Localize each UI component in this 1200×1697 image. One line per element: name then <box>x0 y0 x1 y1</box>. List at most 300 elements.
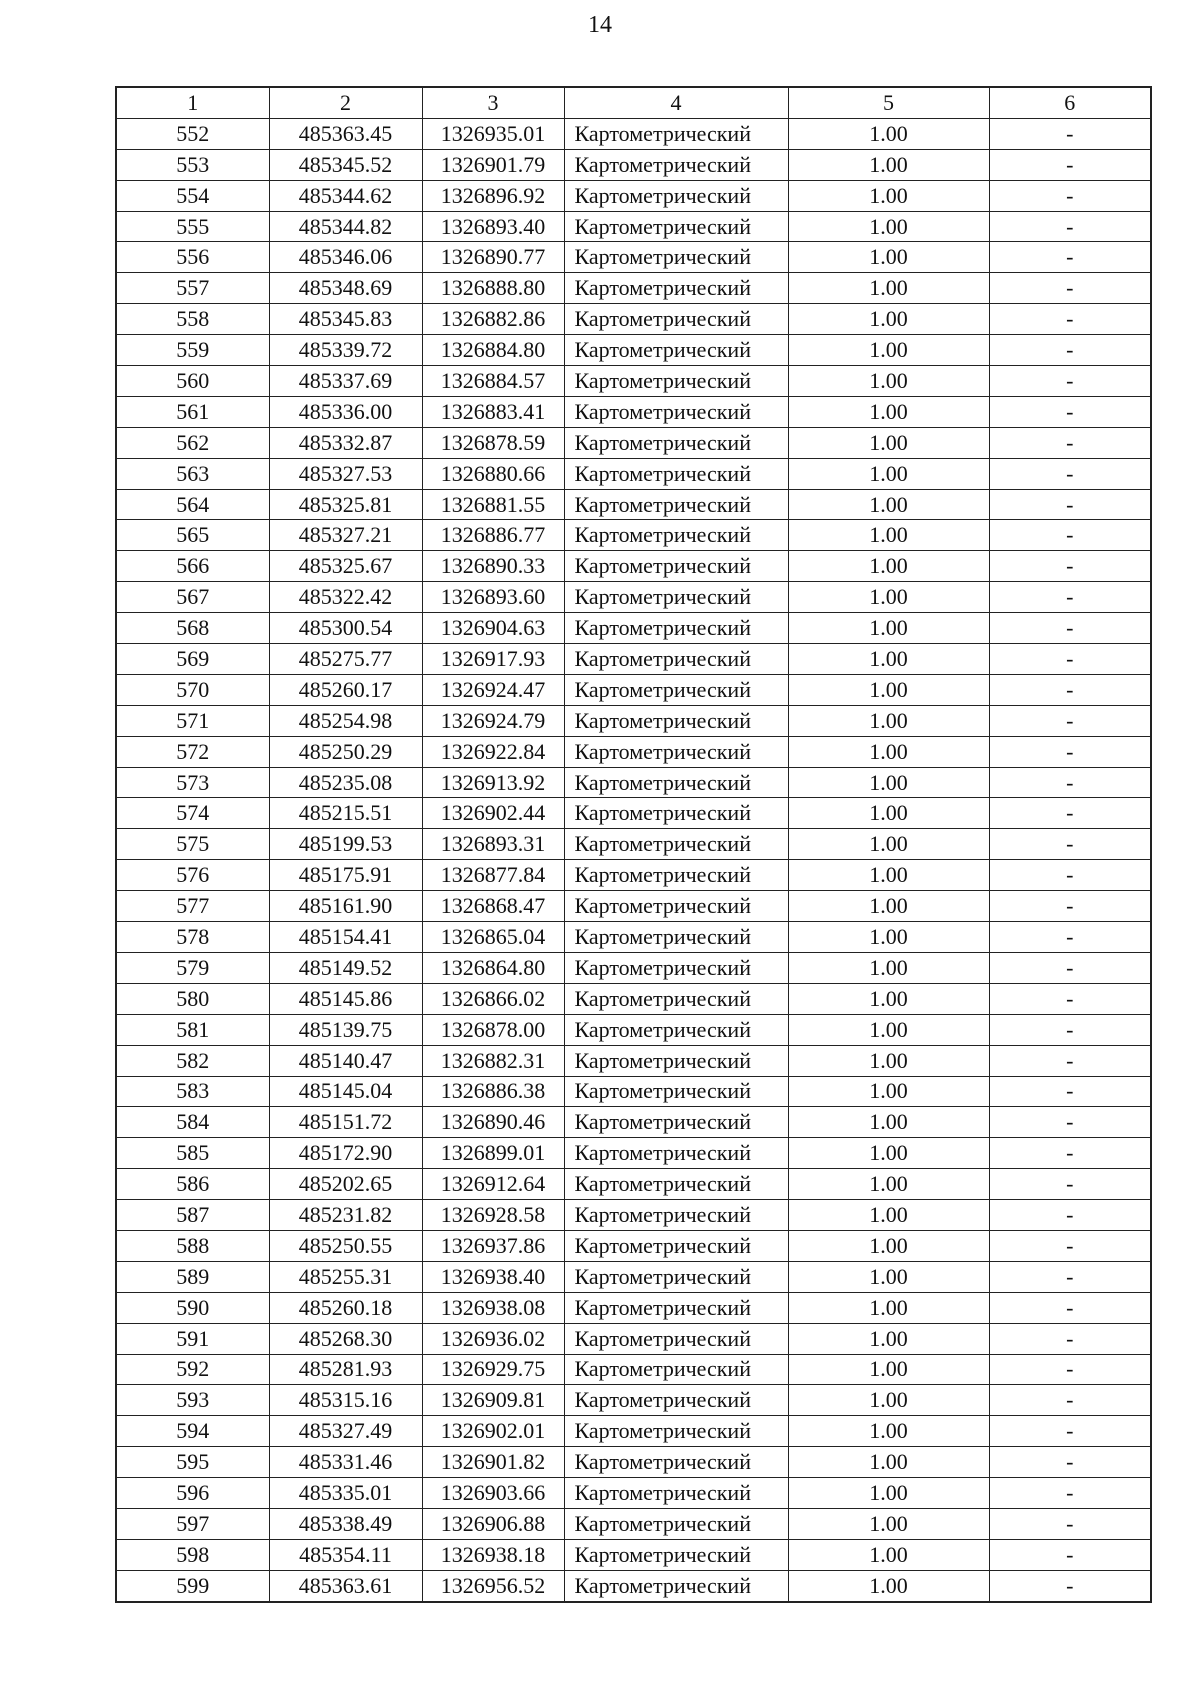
description-cell: - <box>989 1076 1151 1107</box>
x-coordinate-cell: 485268.30 <box>269 1323 422 1354</box>
method-cell: Картометрический <box>564 118 788 149</box>
method-cell: Картометрический <box>564 211 788 242</box>
description-cell: - <box>989 149 1151 180</box>
description-cell: - <box>989 335 1151 366</box>
table-row <box>116 1292 1151 1323</box>
point-number-cell: 559 <box>116 335 269 366</box>
x-coordinate-cell: 485145.86 <box>269 983 422 1014</box>
point-number-cell: 573 <box>116 767 269 798</box>
y-coordinate-cell: 1326866.02 <box>422 983 564 1014</box>
table-body <box>116 118 1151 1601</box>
accuracy-cell: 1.00 <box>788 1014 989 1045</box>
x-coordinate-cell: 485325.81 <box>269 489 422 520</box>
x-coordinate-cell: 485151.72 <box>269 1107 422 1138</box>
x-coordinate-cell: 485325.67 <box>269 551 422 582</box>
point-number-cell: 587 <box>116 1200 269 1231</box>
table-row <box>116 1230 1151 1261</box>
y-coordinate-cell: 1326878.00 <box>422 1014 564 1045</box>
method-cell: Картометрический <box>564 736 788 767</box>
point-number-cell: 576 <box>116 860 269 891</box>
table-row <box>116 1354 1151 1385</box>
x-coordinate-cell: 485275.77 <box>269 644 422 675</box>
method-cell: Картометрический <box>564 335 788 366</box>
accuracy-cell: 1.00 <box>788 1354 989 1385</box>
description-cell: - <box>989 427 1151 458</box>
point-number-cell: 557 <box>116 273 269 304</box>
accuracy-cell: 1.00 <box>788 891 989 922</box>
x-coordinate-cell: 485335.01 <box>269 1478 422 1509</box>
accuracy-cell: 1.00 <box>788 767 989 798</box>
accuracy-cell: 1.00 <box>788 829 989 860</box>
table-row <box>116 1539 1151 1570</box>
method-cell: Картометрический <box>564 1200 788 1231</box>
table-row <box>116 674 1151 705</box>
point-number-cell: 558 <box>116 304 269 335</box>
table-row <box>116 489 1151 520</box>
y-coordinate-cell: 1326922.84 <box>422 736 564 767</box>
x-coordinate-cell: 485260.17 <box>269 674 422 705</box>
accuracy-cell: 1.00 <box>788 551 989 582</box>
x-coordinate-cell: 485255.31 <box>269 1261 422 1292</box>
y-coordinate-cell: 1326888.80 <box>422 273 564 304</box>
method-cell: Картометрический <box>564 983 788 1014</box>
accuracy-cell: 1.00 <box>788 1323 989 1354</box>
point-number-cell: 566 <box>116 551 269 582</box>
point-number-cell: 585 <box>116 1138 269 1169</box>
description-cell: - <box>989 644 1151 675</box>
y-coordinate-cell: 1326865.04 <box>422 922 564 953</box>
description-cell: - <box>989 1045 1151 1076</box>
table-row <box>116 211 1151 242</box>
table-row <box>116 952 1151 983</box>
point-number-cell: 595 <box>116 1447 269 1478</box>
accuracy-cell: 1.00 <box>788 736 989 767</box>
table-row <box>116 736 1151 767</box>
description-cell: - <box>989 952 1151 983</box>
table-row <box>116 1169 1151 1200</box>
y-coordinate-cell: 1326878.59 <box>422 427 564 458</box>
description-cell: - <box>989 489 1151 520</box>
method-cell: Картометрический <box>564 1570 788 1601</box>
x-coordinate-cell: 485202.65 <box>269 1169 422 1200</box>
description-cell: - <box>989 798 1151 829</box>
accuracy-cell: 1.00 <box>788 983 989 1014</box>
y-coordinate-cell: 1326928.58 <box>422 1200 564 1231</box>
accuracy-cell: 1.00 <box>788 1385 989 1416</box>
y-coordinate-cell: 1326902.01 <box>422 1416 564 1447</box>
accuracy-cell: 1.00 <box>788 118 989 149</box>
point-number-cell: 598 <box>116 1539 269 1570</box>
table-row <box>116 798 1151 829</box>
point-number-cell: 563 <box>116 458 269 489</box>
point-number-cell: 560 <box>116 366 269 397</box>
y-coordinate-cell: 1326929.75 <box>422 1354 564 1385</box>
accuracy-cell: 1.00 <box>788 1508 989 1539</box>
y-coordinate-cell: 1326883.41 <box>422 396 564 427</box>
y-coordinate-cell: 1326893.60 <box>422 582 564 613</box>
method-cell: Картометрический <box>564 613 788 644</box>
point-number-cell: 562 <box>116 427 269 458</box>
table-row <box>116 983 1151 1014</box>
description-cell: - <box>989 705 1151 736</box>
table-row <box>116 1107 1151 1138</box>
x-coordinate-cell: 485260.18 <box>269 1292 422 1323</box>
y-coordinate-cell: 1326896.92 <box>422 180 564 211</box>
point-number-cell: 581 <box>116 1014 269 1045</box>
x-coordinate-cell: 485345.83 <box>269 304 422 335</box>
accuracy-cell: 1.00 <box>788 1045 989 1076</box>
point-number-cell: 569 <box>116 644 269 675</box>
description-cell: - <box>989 366 1151 397</box>
method-cell: Картометрический <box>564 1230 788 1261</box>
y-coordinate-cell: 1326906.88 <box>422 1508 564 1539</box>
table-row <box>116 1508 1151 1539</box>
column-header: 2 <box>269 87 422 118</box>
y-coordinate-cell: 1326864.80 <box>422 952 564 983</box>
point-number-cell: 574 <box>116 798 269 829</box>
x-coordinate-cell: 485235.08 <box>269 767 422 798</box>
table-row <box>116 582 1151 613</box>
point-number-cell: 555 <box>116 211 269 242</box>
x-coordinate-cell: 485250.55 <box>269 1230 422 1261</box>
accuracy-cell: 1.00 <box>788 1200 989 1231</box>
description-cell: - <box>989 1354 1151 1385</box>
accuracy-cell: 1.00 <box>788 1539 989 1570</box>
y-coordinate-cell: 1326938.40 <box>422 1261 564 1292</box>
table-row <box>116 149 1151 180</box>
method-cell: Картометрический <box>564 1014 788 1045</box>
page-number: 14 <box>588 12 612 38</box>
y-coordinate-cell: 1326956.52 <box>422 1570 564 1601</box>
point-number-cell: 591 <box>116 1323 269 1354</box>
accuracy-cell: 1.00 <box>788 613 989 644</box>
accuracy-cell: 1.00 <box>788 1261 989 1292</box>
method-cell: Картометрический <box>564 520 788 551</box>
method-cell: Картометрический <box>564 705 788 736</box>
description-cell: - <box>989 1014 1151 1045</box>
y-coordinate-cell: 1326938.18 <box>422 1539 564 1570</box>
x-coordinate-cell: 485346.06 <box>269 242 422 273</box>
method-cell: Картометрический <box>564 891 788 922</box>
description-cell: - <box>989 551 1151 582</box>
column-header: 6 <box>989 87 1151 118</box>
method-cell: Картометрический <box>564 922 788 953</box>
description-cell: - <box>989 118 1151 149</box>
accuracy-cell: 1.00 <box>788 1230 989 1261</box>
method-cell: Картометрический <box>564 1539 788 1570</box>
y-coordinate-cell: 1326924.47 <box>422 674 564 705</box>
method-cell: Картометрический <box>564 1138 788 1169</box>
method-cell: Картометрический <box>564 242 788 273</box>
accuracy-cell: 1.00 <box>788 273 989 304</box>
description-cell: - <box>989 767 1151 798</box>
table-row <box>116 458 1151 489</box>
table-row <box>116 891 1151 922</box>
y-coordinate-cell: 1326882.31 <box>422 1045 564 1076</box>
accuracy-cell: 1.00 <box>788 458 989 489</box>
method-cell: Картометрический <box>564 1261 788 1292</box>
point-number-cell: 597 <box>116 1508 269 1539</box>
table-row <box>116 427 1151 458</box>
point-number-cell: 584 <box>116 1107 269 1138</box>
y-coordinate-cell: 1326890.33 <box>422 551 564 582</box>
accuracy-cell: 1.00 <box>788 1107 989 1138</box>
accuracy-cell: 1.00 <box>788 180 989 211</box>
x-coordinate-cell: 485338.49 <box>269 1508 422 1539</box>
accuracy-cell: 1.00 <box>788 1292 989 1323</box>
description-cell: - <box>989 1539 1151 1570</box>
point-number-cell: 572 <box>116 736 269 767</box>
accuracy-cell: 1.00 <box>788 396 989 427</box>
accuracy-cell: 1.00 <box>788 242 989 273</box>
column-header: 3 <box>422 87 564 118</box>
x-coordinate-cell: 485199.53 <box>269 829 422 860</box>
x-coordinate-cell: 485332.87 <box>269 427 422 458</box>
description-cell: - <box>989 983 1151 1014</box>
description-cell: - <box>989 860 1151 891</box>
y-coordinate-cell: 1326924.79 <box>422 705 564 736</box>
point-number-cell: 580 <box>116 983 269 1014</box>
description-cell: - <box>989 613 1151 644</box>
description-cell: - <box>989 520 1151 551</box>
point-number-cell: 556 <box>116 242 269 273</box>
point-number-cell: 579 <box>116 952 269 983</box>
accuracy-cell: 1.00 <box>788 489 989 520</box>
x-coordinate-cell: 485139.75 <box>269 1014 422 1045</box>
description-cell: - <box>989 1385 1151 1416</box>
accuracy-cell: 1.00 <box>788 1169 989 1200</box>
accuracy-cell: 1.00 <box>788 798 989 829</box>
description-cell: - <box>989 674 1151 705</box>
accuracy-cell: 1.00 <box>788 582 989 613</box>
y-coordinate-cell: 1326901.82 <box>422 1447 564 1478</box>
method-cell: Картометрический <box>564 1385 788 1416</box>
y-coordinate-cell: 1326913.92 <box>422 767 564 798</box>
y-coordinate-cell: 1326935.01 <box>422 118 564 149</box>
x-coordinate-cell: 485145.04 <box>269 1076 422 1107</box>
point-number-cell: 583 <box>116 1076 269 1107</box>
x-coordinate-cell: 485315.16 <box>269 1385 422 1416</box>
x-coordinate-cell: 485327.53 <box>269 458 422 489</box>
method-cell: Картометрический <box>564 1447 788 1478</box>
method-cell: Картометрический <box>564 149 788 180</box>
column-header: 5 <box>788 87 989 118</box>
point-number-cell: 575 <box>116 829 269 860</box>
point-number-cell: 586 <box>116 1169 269 1200</box>
description-cell: - <box>989 211 1151 242</box>
description-cell: - <box>989 1200 1151 1231</box>
x-coordinate-cell: 485149.52 <box>269 952 422 983</box>
table-row <box>116 1138 1151 1169</box>
accuracy-cell: 1.00 <box>788 860 989 891</box>
x-coordinate-cell: 485363.61 <box>269 1570 422 1601</box>
method-cell: Картометрический <box>564 1323 788 1354</box>
table-row <box>116 242 1151 273</box>
point-number-cell: 552 <box>116 118 269 149</box>
table-row <box>116 1385 1151 1416</box>
y-coordinate-cell: 1326886.38 <box>422 1076 564 1107</box>
description-cell: - <box>989 1169 1151 1200</box>
method-cell: Картометрический <box>564 304 788 335</box>
y-coordinate-cell: 1326902.44 <box>422 798 564 829</box>
y-coordinate-cell: 1326881.55 <box>422 489 564 520</box>
description-cell: - <box>989 180 1151 211</box>
table-row <box>116 1447 1151 1478</box>
description-cell: - <box>989 1107 1151 1138</box>
description-cell: - <box>989 304 1151 335</box>
x-coordinate-cell: 485172.90 <box>269 1138 422 1169</box>
description-cell: - <box>989 1138 1151 1169</box>
description-cell: - <box>989 736 1151 767</box>
y-coordinate-cell: 1326890.77 <box>422 242 564 273</box>
point-number-cell: 599 <box>116 1570 269 1601</box>
accuracy-cell: 1.00 <box>788 952 989 983</box>
y-coordinate-cell: 1326886.77 <box>422 520 564 551</box>
x-coordinate-cell: 485254.98 <box>269 705 422 736</box>
description-cell: - <box>989 273 1151 304</box>
table-row <box>116 829 1151 860</box>
method-cell: Картометрический <box>564 644 788 675</box>
method-cell: Картометрический <box>564 1478 788 1509</box>
method-cell: Картометрический <box>564 551 788 582</box>
x-coordinate-cell: 485337.69 <box>269 366 422 397</box>
y-coordinate-cell: 1326884.80 <box>422 335 564 366</box>
method-cell: Картометрический <box>564 860 788 891</box>
accuracy-cell: 1.00 <box>788 335 989 366</box>
y-coordinate-cell: 1326904.63 <box>422 613 564 644</box>
point-number-cell: 568 <box>116 613 269 644</box>
description-cell: - <box>989 1508 1151 1539</box>
description-cell: - <box>989 1447 1151 1478</box>
table-row <box>116 767 1151 798</box>
accuracy-cell: 1.00 <box>788 1076 989 1107</box>
y-coordinate-cell: 1326882.86 <box>422 304 564 335</box>
point-number-cell: 565 <box>116 520 269 551</box>
method-cell: Картометрический <box>564 829 788 860</box>
y-coordinate-cell: 1326893.40 <box>422 211 564 242</box>
x-coordinate-cell: 485339.72 <box>269 335 422 366</box>
table-row <box>116 1478 1151 1509</box>
method-cell: Картометрический <box>564 489 788 520</box>
accuracy-cell: 1.00 <box>788 1447 989 1478</box>
y-coordinate-cell: 1326899.01 <box>422 1138 564 1169</box>
table-row <box>116 1416 1151 1447</box>
x-coordinate-cell: 485215.51 <box>269 798 422 829</box>
point-number-cell: 571 <box>116 705 269 736</box>
method-cell: Картометрический <box>564 1076 788 1107</box>
table-row <box>116 1045 1151 1076</box>
table-row <box>116 335 1151 366</box>
description-cell: - <box>989 1230 1151 1261</box>
accuracy-cell: 1.00 <box>788 644 989 675</box>
accuracy-cell: 1.00 <box>788 1138 989 1169</box>
table-row <box>116 1014 1151 1045</box>
method-cell: Картометрический <box>564 458 788 489</box>
method-cell: Картометрический <box>564 1045 788 1076</box>
table-row <box>116 613 1151 644</box>
x-coordinate-cell: 485322.42 <box>269 582 422 613</box>
accuracy-cell: 1.00 <box>788 304 989 335</box>
x-coordinate-cell: 485344.62 <box>269 180 422 211</box>
method-cell: Картометрический <box>564 180 788 211</box>
table-row <box>116 1261 1151 1292</box>
y-coordinate-cell: 1326893.31 <box>422 829 564 860</box>
point-number-cell: 561 <box>116 396 269 427</box>
point-number-cell: 588 <box>116 1230 269 1261</box>
method-cell: Картометрический <box>564 427 788 458</box>
table-row <box>116 860 1151 891</box>
point-number-cell: 592 <box>116 1354 269 1385</box>
method-cell: Картометрический <box>564 396 788 427</box>
x-coordinate-cell: 485336.00 <box>269 396 422 427</box>
method-cell: Картометрический <box>564 1107 788 1138</box>
description-cell: - <box>989 1261 1151 1292</box>
table-row <box>116 644 1151 675</box>
x-coordinate-cell: 485140.47 <box>269 1045 422 1076</box>
y-coordinate-cell: 1326901.79 <box>422 149 564 180</box>
x-coordinate-cell: 485281.93 <box>269 1354 422 1385</box>
accuracy-cell: 1.00 <box>788 1570 989 1601</box>
x-coordinate-cell: 485354.11 <box>269 1539 422 1570</box>
table-row <box>116 180 1151 211</box>
y-coordinate-cell: 1326937.86 <box>422 1230 564 1261</box>
description-cell: - <box>989 1292 1151 1323</box>
accuracy-cell: 1.00 <box>788 366 989 397</box>
description-cell: - <box>989 1570 1151 1601</box>
point-number-cell: 593 <box>116 1385 269 1416</box>
x-coordinate-cell: 485345.52 <box>269 149 422 180</box>
accuracy-cell: 1.00 <box>788 1416 989 1447</box>
description-cell: - <box>989 582 1151 613</box>
column-header: 4 <box>564 87 788 118</box>
y-coordinate-cell: 1326890.46 <box>422 1107 564 1138</box>
method-cell: Картометрический <box>564 674 788 705</box>
table-row <box>116 520 1151 551</box>
x-coordinate-cell: 485344.82 <box>269 211 422 242</box>
table-row <box>116 705 1151 736</box>
point-number-cell: 589 <box>116 1261 269 1292</box>
description-cell: - <box>989 242 1151 273</box>
accuracy-cell: 1.00 <box>788 149 989 180</box>
table-row <box>116 396 1151 427</box>
table-row <box>116 273 1151 304</box>
y-coordinate-cell: 1326903.66 <box>422 1478 564 1509</box>
y-coordinate-cell: 1326909.81 <box>422 1385 564 1416</box>
x-coordinate-cell: 485154.41 <box>269 922 422 953</box>
description-cell: - <box>989 458 1151 489</box>
accuracy-cell: 1.00 <box>788 1478 989 1509</box>
x-coordinate-cell: 485250.29 <box>269 736 422 767</box>
column-header: 1 <box>116 87 269 118</box>
y-coordinate-cell: 1326877.84 <box>422 860 564 891</box>
point-number-cell: 554 <box>116 180 269 211</box>
x-coordinate-cell: 485363.45 <box>269 118 422 149</box>
point-number-cell: 578 <box>116 922 269 953</box>
method-cell: Картометрический <box>564 582 788 613</box>
description-cell: - <box>989 396 1151 427</box>
table-row <box>116 1570 1151 1601</box>
method-cell: Картометрический <box>564 1354 788 1385</box>
point-number-cell: 582 <box>116 1045 269 1076</box>
method-cell: Картометрический <box>564 1508 788 1539</box>
point-number-cell: 564 <box>116 489 269 520</box>
y-coordinate-cell: 1326912.64 <box>422 1169 564 1200</box>
y-coordinate-cell: 1326938.08 <box>422 1292 564 1323</box>
point-number-cell: 570 <box>116 674 269 705</box>
point-number-cell: 590 <box>116 1292 269 1323</box>
x-coordinate-cell: 485175.91 <box>269 860 422 891</box>
y-coordinate-cell: 1326917.93 <box>422 644 564 675</box>
